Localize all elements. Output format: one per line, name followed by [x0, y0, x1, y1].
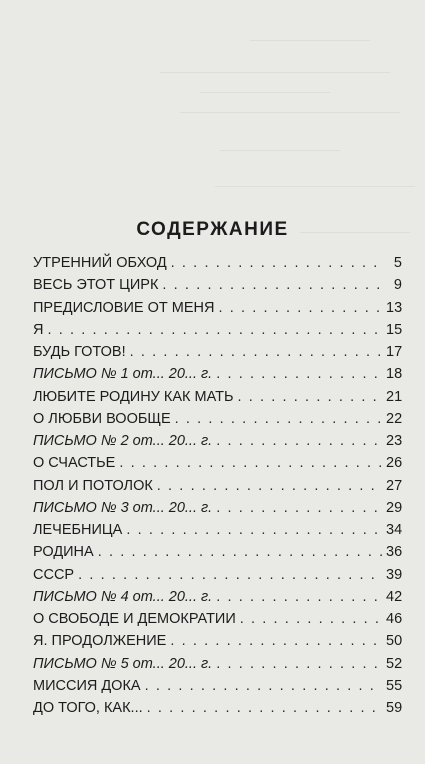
toc-entry-page: 13: [386, 299, 403, 316]
toc-entry-title: РОДИНА: [33, 544, 94, 561]
toc-entry-page: 39: [386, 566, 403, 583]
toc-entry-page: 18: [386, 366, 403, 383]
dot-leader: [218, 297, 382, 319]
toc-entry-title: БУДЬ ГОТОВ!: [33, 344, 126, 360]
toc-entry: [33, 319, 402, 341]
toc-entry: [33, 363, 402, 385]
toc-entry: [33, 653, 402, 675]
dot-leader: [216, 497, 382, 519]
toc-entry: [33, 586, 402, 608]
toc-entry: [33, 297, 402, 319]
toc-entry-page: 29: [386, 499, 403, 516]
dot-leader: [157, 475, 382, 497]
dot-leader: [171, 252, 382, 274]
toc-entry-page: 52: [386, 655, 403, 672]
dot-leader: [47, 319, 382, 341]
toc-entry: [33, 274, 402, 296]
toc-entry: [33, 497, 402, 519]
toc-entry-title: ПИСЬМО № 1 от... 20... г.: [33, 366, 213, 383]
toc-entry: [33, 475, 402, 497]
toc-entry-title: О СВОБОДЕ И ДЕМОКРАТИИ: [33, 611, 236, 627]
toc-entry-title: Я. ПРОДОЛЖЕНИЕ: [33, 633, 167, 650]
toc-entry-title: ПИСЬМО № 4 от... 20... г.: [33, 588, 213, 605]
toc-entry-page: 15: [386, 321, 403, 338]
toc-entry-page: 59: [386, 700, 403, 716]
toc-entry: [33, 386, 402, 408]
toc-entry-title: ПИСЬМО № 2 от... 20... г.: [33, 433, 213, 449]
dot-leader: [119, 452, 382, 474]
toc-entry-page: 26: [386, 455, 403, 472]
toc-entry-page: 46: [386, 611, 403, 627]
dot-leader: [98, 541, 382, 563]
toc-entry: [33, 675, 402, 697]
dot-leader: [216, 586, 382, 608]
toc-list: [33, 252, 402, 719]
toc-entry-title: О ЛЮБВИ ВООБЩЕ: [33, 410, 171, 427]
toc-entry-page: 27: [386, 477, 403, 494]
toc-entry: [33, 341, 402, 363]
toc-entry-page: 50: [386, 633, 403, 650]
toc-entry: [33, 519, 402, 541]
toc-entry-title: ПРЕДИСЛОВИЕ ОТ МЕНЯ: [33, 299, 215, 316]
toc-entry-title: ЛЕЧЕБНИЦА: [33, 522, 123, 538]
toc-title: СОДЕРЖАНИЕ: [136, 218, 289, 240]
toc-entry-title: ЛЮБИТЕ РОДИНУ КАК МАТЬ: [33, 388, 234, 405]
toc-entry-title: ПИСЬМО № 5 от... 20... г.: [33, 655, 213, 672]
toc-entry-title: ПИСЬМО № 3 от... 20... г.: [33, 499, 213, 516]
dot-leader: [130, 341, 382, 363]
toc-entry-page: 34: [386, 522, 403, 538]
toc-entry-title: ПОЛ И ПОТОЛОК: [33, 477, 153, 494]
toc-entry: [33, 630, 402, 652]
toc-entry-title: МИССИЯ ДОКА: [33, 677, 141, 694]
toc-entry-title: УТРЕННИЙ ОБХОД: [33, 255, 167, 271]
toc-entry-page: 17: [386, 344, 403, 360]
dot-leader: [240, 608, 382, 630]
dot-leader: [126, 519, 382, 541]
toc-entry: [33, 252, 402, 274]
toc-entry-page: 23: [386, 433, 403, 449]
dot-leader: [216, 653, 382, 675]
dot-leader: [147, 697, 382, 719]
toc-entry-page: 9: [393, 277, 402, 294]
dot-leader: [78, 564, 382, 586]
toc-entry-title: СССР: [33, 566, 75, 583]
toc-entry: [33, 564, 402, 586]
toc-entry: [33, 608, 402, 630]
toc-entry-title: Я: [33, 321, 44, 338]
toc-entry-title: О СЧАСТЬЕ: [33, 455, 116, 472]
dot-leader: [162, 274, 382, 296]
toc-entry-title: ДО ТОГО, КАК...: [33, 700, 143, 716]
dot-leader: [216, 363, 382, 385]
toc-entry-page: 55: [386, 677, 403, 694]
toc-entry: [33, 697, 402, 719]
toc-entry-page: 42: [386, 588, 403, 605]
toc-entry-page: 22: [386, 410, 403, 427]
toc-entry: [33, 408, 402, 430]
dot-leader: [170, 630, 382, 652]
toc-entry: [33, 430, 402, 452]
dot-leader: [175, 408, 382, 430]
dot-leader: [216, 430, 382, 452]
toc-entry: [33, 541, 402, 563]
toc-entry-page: 36: [386, 544, 403, 561]
toc-entry-page: 21: [386, 388, 403, 405]
toc-entry: [33, 452, 402, 474]
dot-leader: [238, 386, 382, 408]
toc-entry-title: ВЕСЬ ЭТОТ ЦИРК: [33, 277, 159, 294]
toc-entry-page: 5: [393, 255, 402, 271]
dot-leader: [145, 675, 382, 697]
